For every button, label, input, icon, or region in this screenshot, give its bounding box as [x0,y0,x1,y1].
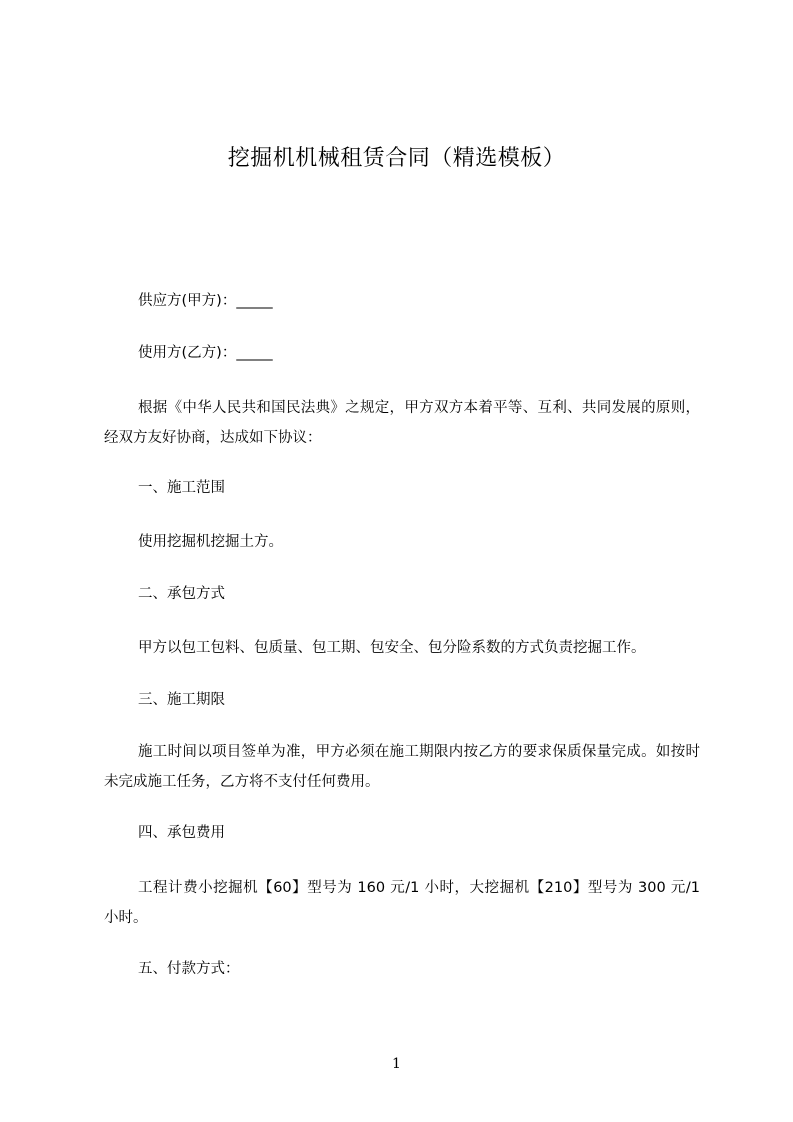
user-line: 使用方(乙方)：_____ [138,345,273,361]
section-heading-schedule: 三、施工期限 [138,692,225,708]
intro-paragraph: 根据《中华人民共和国民法典》之规定，甲方双方本着平等、互利、共同发展的原则，经双方友好协商，达成如下协议： [104,400,700,446]
section-heading-scope: 一、施工范围 [138,480,225,496]
supplier-line: 供应方(甲方)：_____ [138,293,273,309]
section-body-schedule: 施工时间以项目签单为准，甲方必须在施工期限内按乙方的要求保质保量完成。如按时未完成施工任务，乙方将不支付任何费用。 [104,744,700,790]
document-title: 挖掘机机械租赁合同（精选模板） [227,146,566,171]
section-heading-fees: 四、承包费用 [138,825,225,841]
section-body-contract-method: 甲方以包工包料、包质量、包工期、包安全、包分险系数的方式负责挖掘工作。 [138,640,646,656]
section-body-scope: 使用挖掘机挖掘土方。 [138,534,283,550]
section-heading-payment: 五、付款方式： [138,961,240,977]
section-heading-contract-method: 二、承包方式 [138,586,225,602]
section-body-fees: 工程计费小挖掘机【60】型号为 160 元/1 小时，大挖掘机【210】型号为 300 元/1 小时。 [104,880,700,926]
page-number: 1 [392,1056,401,1072]
